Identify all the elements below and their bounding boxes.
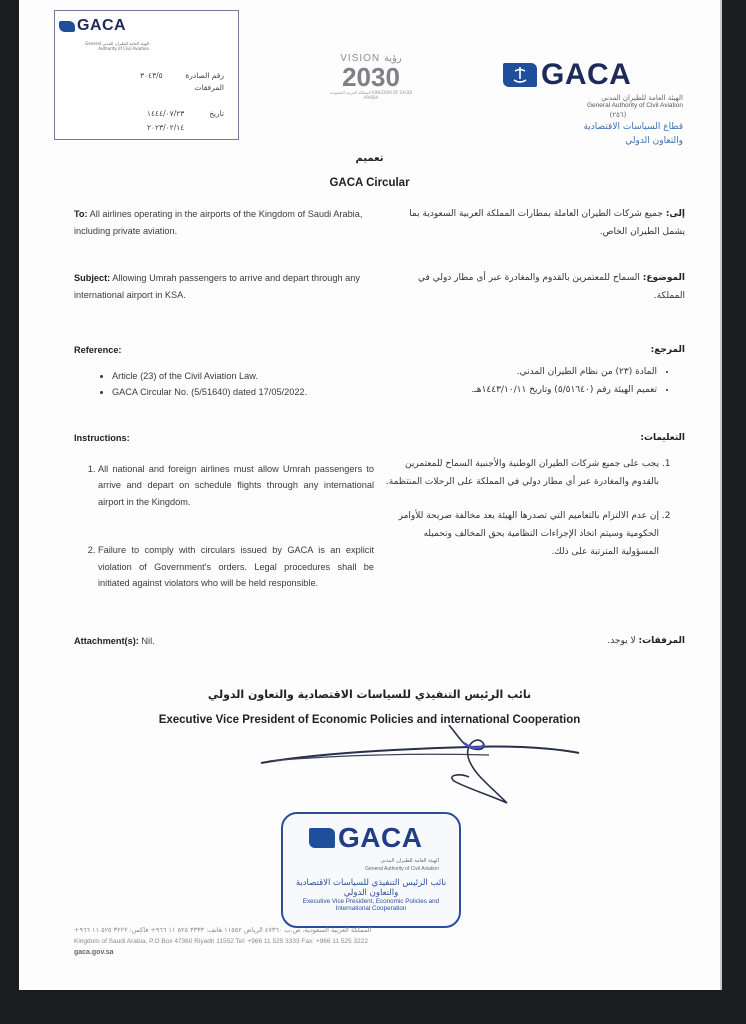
stamp-date-gregorian: ٢٠٢٣/٠٢/١٤ <box>147 123 185 132</box>
stamp-ref-label: رقم الصادرة <box>185 71 224 80</box>
gaca-flag-icon <box>59 21 75 32</box>
to-arabic <box>385 205 685 241</box>
logo-dept-line-1: قطاع السياسات الاقتصادية <box>583 122 683 132</box>
stamp-logo-subtitle: الهيئة العامة للطيران المدني General Authority of Civil Aviation <box>85 41 149 51</box>
stamp-attachments-label: المرفقات <box>194 83 224 92</box>
reference-item-ar: • المادة (٢٣) من نظام الطيران المدني. <box>385 363 657 381</box>
gaca-palm-swords-icon <box>503 63 537 87</box>
seal-logo-text: GACA <box>338 822 423 853</box>
instruction-item: 2. Failure to comply with circulars issued by GACA is an explicit violation of Government's orders. Legal procedures shall be initiated against violators who will be held responsible. <box>98 542 374 592</box>
stamp-date-label: تاريخ <box>209 109 224 118</box>
attachments-english <box>74 633 374 650</box>
seal-english-name: General Authority of Civil Aviation <box>365 866 439 872</box>
reference-item: • Article (23) of the Civil Aviation Law. <box>112 368 374 385</box>
stamp-logo <box>59 17 126 35</box>
instructions-label: Instructions: <box>74 433 130 443</box>
logo-dept-line-2: والتعاون الدولي <box>625 136 683 146</box>
to-label-ar: إلى: <box>665 209 685 219</box>
seal-title-english: Executive Vice President, Economic Policies and International Cooperation <box>302 898 440 912</box>
gaca-logo <box>503 60 683 147</box>
footer-website-link[interactable]: gaca.gov.sa <box>74 949 114 956</box>
seal-arabic-name: الهيئة العامة للطيران المدني <box>380 858 439 864</box>
instruction-item-ar: 2. إن عدم الالتزام بالتعاميم التي تصدرها الهيئة يعد مخالفة صريحة للأوامر الحكومية وسيتم اتخاذ الإجراءات النظامية بحق المخالف وتحميله المسؤولية المترتبة على ذلك. <box>385 507 659 561</box>
instruction-item: 1. All national and foreign airlines must allow Umrah passengers to arrive and depart on schedule flights through any international airport in the Kingdom. <box>98 461 374 511</box>
instructions-arabic <box>385 429 685 561</box>
to-text: All airlines operating in the airports of the Kingdom of Saudi Arabia, including private aviation. <box>74 209 363 236</box>
logo-code: (٢٥٦) <box>609 111 627 119</box>
attachments-value-ar: لا يوجد. <box>607 636 636 646</box>
instruction-item-ar: 1. يجب على جميع شركات الطيران الوطنية والأجنبية السماح للمعتمرين بالقدوم والمغادرة عبر أي مطار دولي في المملكة على الرحلات المنتظمة. <box>385 455 659 491</box>
to-english <box>74 206 374 239</box>
stamp-ref-value: ٣٠٤٣/٥ <box>140 71 163 80</box>
subject-arabic <box>385 269 685 305</box>
vision-label: VISION رؤية <box>340 53 402 64</box>
logo-arabic-name: الهيئة العامة للطيران المدني <box>601 94 683 102</box>
title-english: GACA Circular <box>329 177 410 189</box>
stamp-logo-text: GACA <box>77 17 127 34</box>
subject-label: Subject: <box>74 273 111 283</box>
gaca-logo-text: GACA <box>541 58 632 91</box>
subject-text-ar: السماح للمعتمرين بالقدوم والمغادرة عبر أي مطار دولي في المملكة. <box>418 273 685 301</box>
seal-title-arabic: نائب الرئيس التنفيذي للسياسات الاقتصادية والتعاون الدولي <box>295 878 447 898</box>
vision-number: 2030 <box>342 62 400 92</box>
footer <box>74 925 574 958</box>
attachments-label: Attachment(s): <box>74 636 139 646</box>
attachments-value: Nil. <box>141 636 155 646</box>
subject-label-ar: الموضوع: <box>642 273 685 283</box>
instructions-label-ar: التعليمات: <box>640 433 685 443</box>
attachments-arabic <box>385 632 685 650</box>
reference-item-ar: • تعميم الهيئة رقم (٥/٥١٦٤٠) وتاريخ ١٤٤٣/١٠/١١هـ. <box>385 381 657 399</box>
reference-label: Reference: <box>74 345 122 355</box>
footer-address-english: Kingdom of Saudi Arabia, P.O Box 47360 Riyadh 11552 Tel: +966 11 525 3333 Fax: +966 11 525 3222 <box>74 938 368 945</box>
subject-english <box>74 270 374 303</box>
seal-gaca-flag-icon <box>309 828 335 848</box>
reference-label-ar: المرجع: <box>650 345 685 355</box>
signatory-title-english: Executive Vice President of Economic Policies and international Cooperation <box>158 714 581 726</box>
reference-arabic <box>385 341 685 399</box>
title-arabic: تعميم <box>355 153 384 164</box>
reference-stamp <box>54 10 239 140</box>
reference-english <box>74 342 374 401</box>
signature-icon <box>259 725 589 810</box>
footer-address-arabic: المملكة العربية السعودية، ص.ب ٤٧٣٦٠ الرياض ١١٥٥٢ هاتف: ٣٣٣٣ ٥٢٥ ١١ ٩٦٦+ فاكس: ٣٢٢٢ ٥٢٥ ١١ ٩٦٦+ <box>74 926 372 934</box>
reference-item: • GACA Circular No. (5/51640) dated 17/05/2022. <box>112 384 374 401</box>
to-label: To: <box>74 209 88 219</box>
subject-text: Allowing Umrah passengers to arrive and depart through any international airport in KSA. <box>74 273 360 300</box>
logo-english-name: General Authority of Civil Aviation <box>587 102 683 109</box>
document-page <box>19 0 722 990</box>
signatory-title-arabic: نائب الرئيس التنفيذي للسياسات الاقتصادية والتعاون الدولي <box>207 688 532 701</box>
instructions-english <box>74 430 374 592</box>
vision-subtitle: المملكة العربية السعودية KINGDOM OF SAUDI ARABIA <box>329 90 413 100</box>
to-text-ar: جميع شركات الطيران العاملة بمطارات المملكة العربية السعودية بما يشمل الطيران الخاص. <box>409 209 685 237</box>
stamp-date-hijri: ١٤٤٤/٠٧/٢٣ <box>147 109 185 118</box>
attachments-label-ar: المرفقات: <box>638 636 685 646</box>
vision-2030-logo <box>327 53 415 100</box>
official-seal <box>281 812 461 928</box>
